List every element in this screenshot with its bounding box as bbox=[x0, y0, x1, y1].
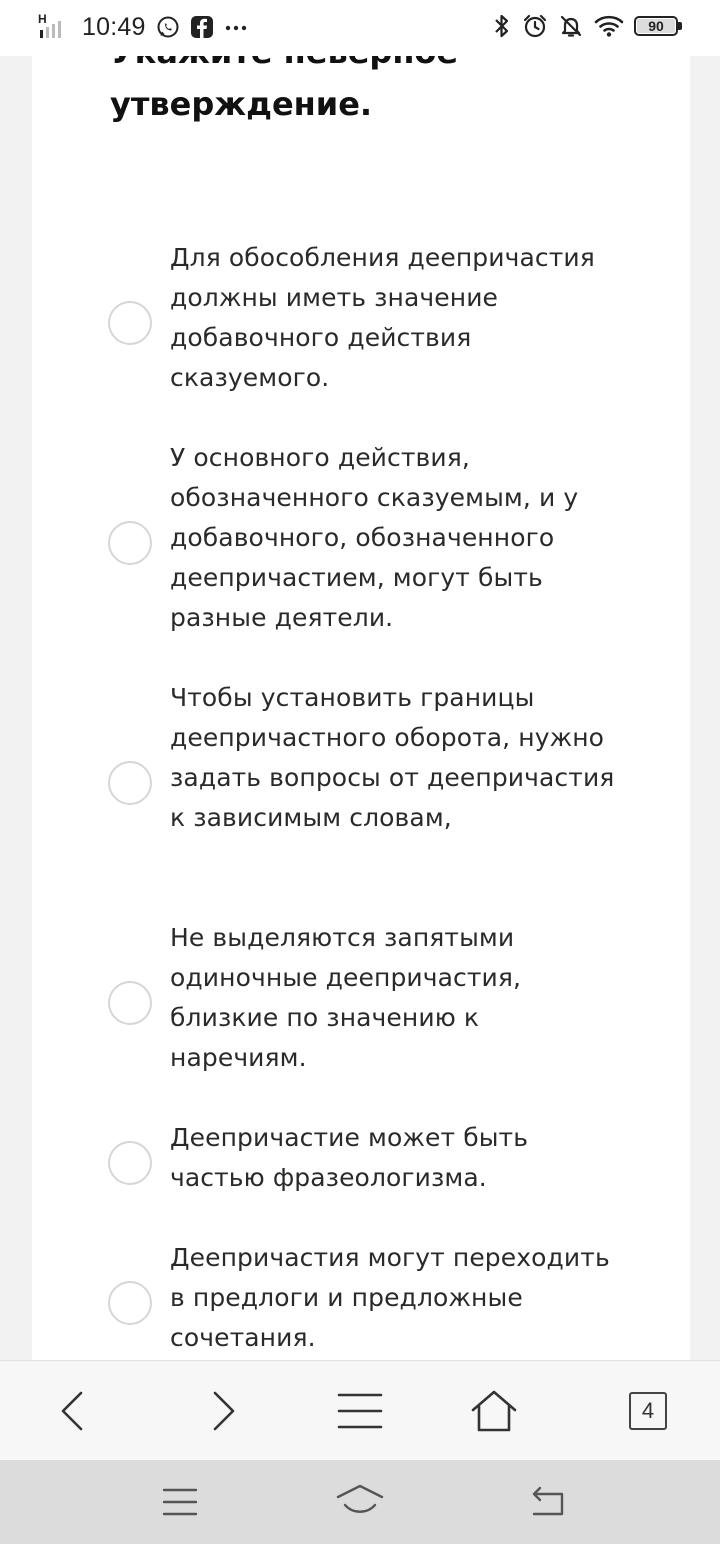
back-button[interactable] bbox=[42, 1383, 102, 1439]
radio-button[interactable] bbox=[108, 301, 152, 345]
network-type-label: H bbox=[38, 12, 47, 26]
tabs-button[interactable] bbox=[618, 1383, 678, 1439]
answer-option-text[interactable]: Деепричастие может быть частью фразеологизма. bbox=[170, 1123, 529, 1192]
question-title: утверждение. bbox=[110, 85, 373, 123]
whatsapp-icon bbox=[156, 15, 180, 39]
quiz-card bbox=[32, 56, 690, 1360]
system-back-button[interactable] bbox=[518, 1478, 578, 1526]
home-icon bbox=[470, 1389, 518, 1433]
wifi-icon bbox=[594, 14, 624, 38]
page-content[interactable] bbox=[0, 56, 720, 1360]
answer-option-text[interactable]: Не выделяются запятыми одиночные деепричастия, близкие по значению к наречиям. bbox=[170, 923, 522, 1072]
menu-icon bbox=[337, 1391, 383, 1431]
battery-level: 90 bbox=[648, 18, 664, 34]
status-bar-right bbox=[492, 13, 682, 39]
mute-bell-icon bbox=[558, 13, 584, 39]
radio-button[interactable] bbox=[108, 981, 152, 1025]
back-icon bbox=[57, 1389, 87, 1433]
alarm-icon bbox=[522, 13, 548, 39]
recent-apps-icon bbox=[162, 1487, 198, 1517]
answer-option-text[interactable]: Для обособления деепричастия должны иметь значение добавочного действия сказуемого. bbox=[170, 243, 595, 392]
signal-icon bbox=[38, 12, 72, 42]
tabs-icon bbox=[629, 1392, 667, 1430]
forward-button[interactable] bbox=[194, 1383, 254, 1439]
answer-option-text[interactable]: У основного действия, обозначенного сказуемым, и у добавочного, обозначенного деепричастием, могут быть разные деятели. bbox=[170, 443, 579, 632]
status-bar bbox=[0, 0, 720, 56]
home-icon bbox=[335, 1484, 385, 1520]
status-time: 10:49 bbox=[82, 12, 146, 41]
recent-apps-button[interactable] bbox=[150, 1478, 210, 1526]
answer-option-text[interactable]: Деепричастия могут переходить в предлоги и предложные сочетания. bbox=[170, 1243, 610, 1352]
browser-toolbar bbox=[0, 1360, 720, 1460]
forward-icon bbox=[209, 1389, 239, 1433]
battery-icon bbox=[634, 14, 682, 38]
menu-button[interactable] bbox=[330, 1383, 390, 1439]
radio-button[interactable] bbox=[108, 521, 152, 565]
system-home-button[interactable] bbox=[330, 1478, 390, 1526]
facebook-icon bbox=[190, 15, 214, 39]
radio-button[interactable] bbox=[108, 1281, 152, 1325]
status-bar-left bbox=[38, 12, 248, 42]
more-dots-icon bbox=[224, 15, 248, 39]
back-icon bbox=[528, 1486, 568, 1518]
bluetooth-icon bbox=[492, 13, 512, 39]
answer-option-text[interactable]: Чтобы установить границы деепричастного оборота, нужно задать вопросы от деепричастия к зависимым словам, bbox=[170, 683, 615, 832]
radio-button[interactable] bbox=[108, 1141, 152, 1185]
home-button[interactable] bbox=[464, 1383, 524, 1439]
system-navigation-bar bbox=[0, 1460, 720, 1544]
tabs-count: 4 bbox=[641, 1398, 655, 1423]
radio-button[interactable] bbox=[108, 761, 152, 805]
